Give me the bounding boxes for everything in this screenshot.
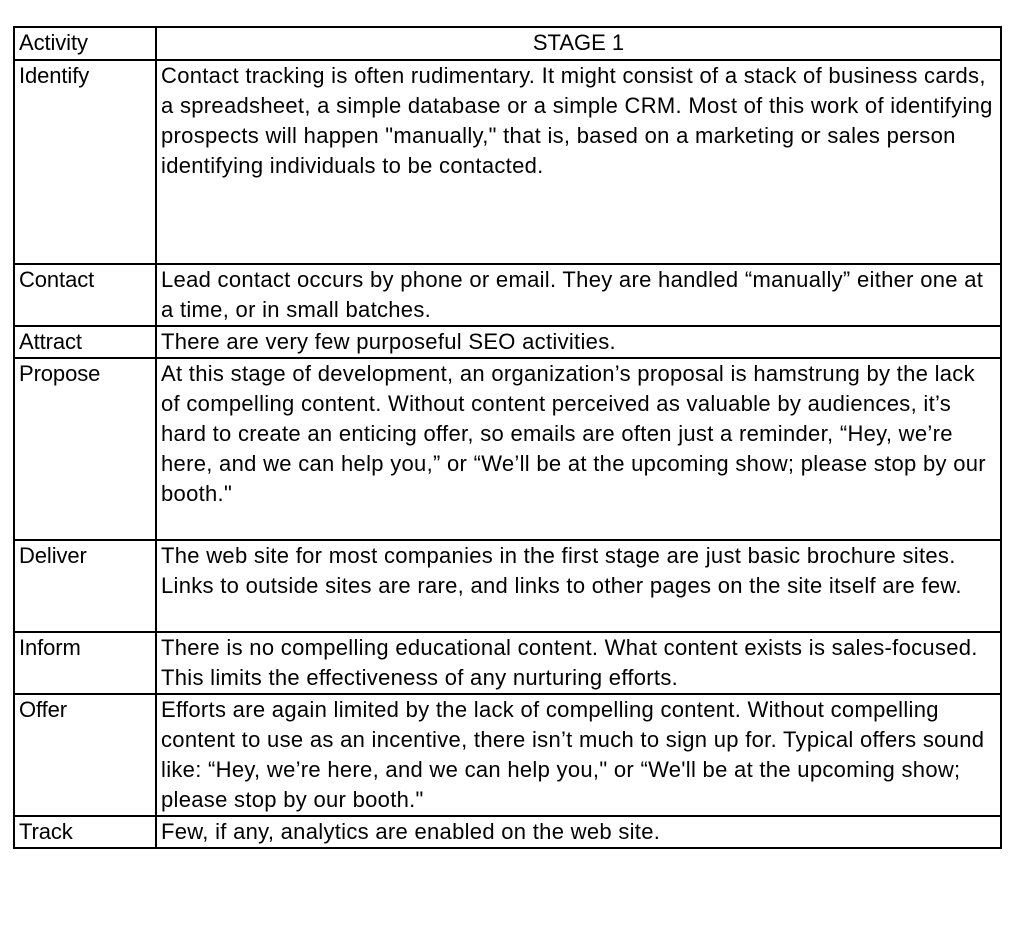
- table-row-identify: [14, 60, 1001, 264]
- activity-column-header: Activity: [14, 27, 156, 60]
- activity-cell: Deliver: [14, 540, 156, 632]
- description-cell: There are very few purposeful SEO activities.: [156, 326, 1001, 358]
- description-cell: There is no compelling educational content. What content exists is sales-focused. This limits the effectiveness of any nurturing efforts.: [156, 632, 1001, 694]
- description-cell: Efforts are again limited by the lack of compelling content. Without compelling content to use as an incentive, there isn’t much to sign up for. Typical offers sound like: “Hey, we’re here, and we can help you," or “We'll be at the upcoming show; please stop by our booth.": [156, 694, 1001, 816]
- activity-cell: Track: [14, 816, 156, 848]
- activity-cell: Attract: [14, 326, 156, 358]
- activity-cell: Offer: [14, 694, 156, 816]
- table-row-contact: [14, 264, 1001, 326]
- table-row-track: [14, 816, 1001, 848]
- table-row-inform: [14, 632, 1001, 694]
- activity-cell: Identify: [14, 60, 156, 264]
- description-cell: Few, if any, analytics are enabled on the web site.: [156, 816, 1001, 848]
- stage-table: [13, 26, 1002, 849]
- table-row-attract: [14, 326, 1001, 358]
- description-text: Contact tracking is often rudimentary. It might consist of a stack of business cards, a spreadsheet, a simple database or a simple CRM. Most of this work of identifying prospects will happen "manually," that is, based on a marketing or sales person identifying individuals to be contacted.: [161, 63, 993, 178]
- description-cell: [156, 60, 1001, 264]
- description-cell: Lead contact occurs by phone or email. They are handled “manually” either one at a time, or in small batches.: [156, 264, 1001, 326]
- table-row-deliver: [14, 540, 1001, 632]
- table-row-propose: [14, 358, 1001, 540]
- activity-cell: Propose: [14, 358, 156, 540]
- description-cell: The web site for most companies in the first stage are just basic brochure sites. Links to outside sites are rare, and links to other pages on the site itself are few.: [156, 540, 1001, 632]
- table-header-row: [14, 27, 1001, 60]
- activity-cell: Contact: [14, 264, 156, 326]
- activity-cell: Inform: [14, 632, 156, 694]
- description-cell: At this stage of development, an organization’s proposal is hamstrung by the lack of compelling content. Without content perceived as valuable by audiences, it’s hard to create an enticing offer, so emails are often just a reminder, “Hey, we’re here, and we can help you,” or “We’ll be at the upcoming show; please stop by our booth.": [156, 358, 1001, 540]
- stage-column-header: STAGE 1: [156, 27, 1001, 60]
- table-row-offer: [14, 694, 1001, 816]
